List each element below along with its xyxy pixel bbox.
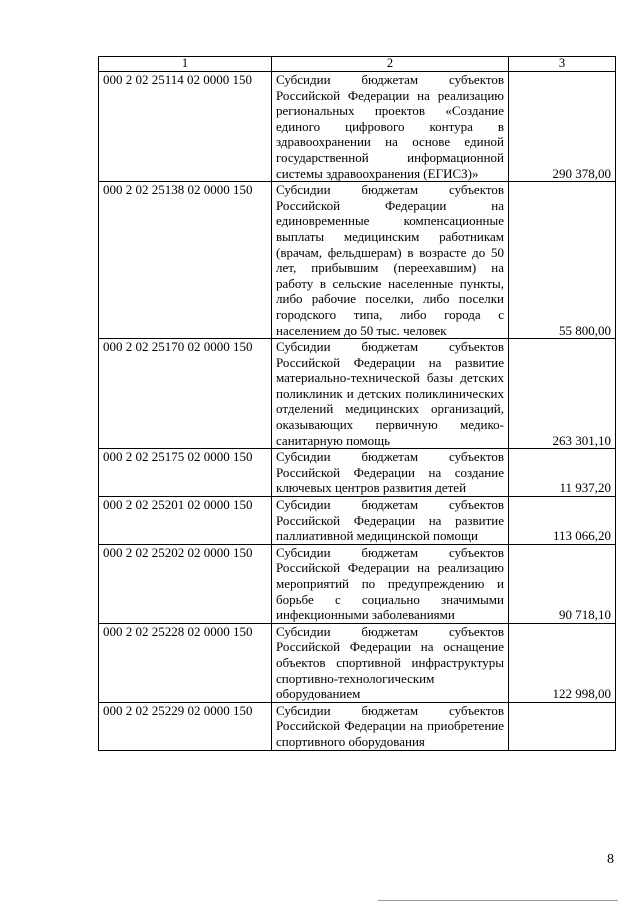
row-description: Субсидии бюджетам субъектов Российской Федерации на развитие паллиативной медицинской помощи [272,497,509,545]
row-amount: 122 998,00 [509,623,616,702]
col-header-2: 2 [272,57,509,72]
row-description: Субсидии бюджетам субъектов Российской Федерации на реализацию мероприятий по предупреждению и борьбе с социально значимыми инфекционными заболеваниями [272,544,509,623]
row-code: 000 2 02 25175 02 0000 150 [99,449,272,497]
table-row [99,623,616,702]
table-row [99,72,616,182]
table-row [99,497,616,545]
row-code: 000 2 02 25202 02 0000 150 [99,544,272,623]
table-row [99,544,616,623]
footer-divider [378,900,618,901]
row-amount [509,702,616,750]
table-row [99,702,616,750]
col-header-1: 1 [99,57,272,72]
row-code: 000 2 02 25229 02 0000 150 [99,702,272,750]
row-amount: 90 718,10 [509,544,616,623]
table-row [99,339,616,449]
row-code: 000 2 02 25201 02 0000 150 [99,497,272,545]
row-code: 000 2 02 25228 02 0000 150 [99,623,272,702]
row-description: Субсидии бюджетам субъектов Российской Федерации на развитие материально-технической базы детских поликлиник и детских поликлинических отделений медицинских организаций, оказывающих первичную медико-санитарную помощь [272,339,509,449]
row-description: Субсидии бюджетам субъектов Российской Федерации на оснащение объектов спортивной инфраструктуры спортивно-технологическим оборудованием [272,623,509,702]
table-row [99,449,616,497]
row-description: Субсидии бюджетам субъектов Российской Федерации на создание ключевых центров развития детей [272,449,509,497]
row-code: 000 2 02 25114 02 0000 150 [99,72,272,182]
budget-table [98,56,616,751]
page-number: 8 [607,852,614,867]
row-amount: 113 066,20 [509,497,616,545]
row-description: Субсидии бюджетам субъектов Российской Федерации на приобретение спортивного оборудования [272,702,509,750]
row-description: Субсидии бюджетам субъектов Российской Федерации на единовременные компенсационные выплаты медицинским работникам (врачам, фельдшерам) в возрасте до 50 лет, прибывшим (переехавшим) на работу в сельские населенные пункты, либо рабочие поселки, либо поселки городского типа, либо города с населением до 50 тыс. человек [272,182,509,339]
row-code: 000 2 02 25138 02 0000 150 [99,182,272,339]
row-amount: 290 378,00 [509,72,616,182]
header-row [99,57,616,72]
row-amount: 55 800,00 [509,182,616,339]
row-code: 000 2 02 25170 02 0000 150 [99,339,272,449]
col-header-3: 3 [509,57,616,72]
row-amount: 263 301,10 [509,339,616,449]
table-row [99,182,616,339]
row-description: Субсидии бюджетам субъектов Российской Федерации на реализацию региональных проектов «Создание единого цифрового контура в здравоохранении на основе единой государственной информационной системы здравоохранения (ЕГИСЗ)» [272,72,509,182]
row-amount: 11 937,20 [509,449,616,497]
